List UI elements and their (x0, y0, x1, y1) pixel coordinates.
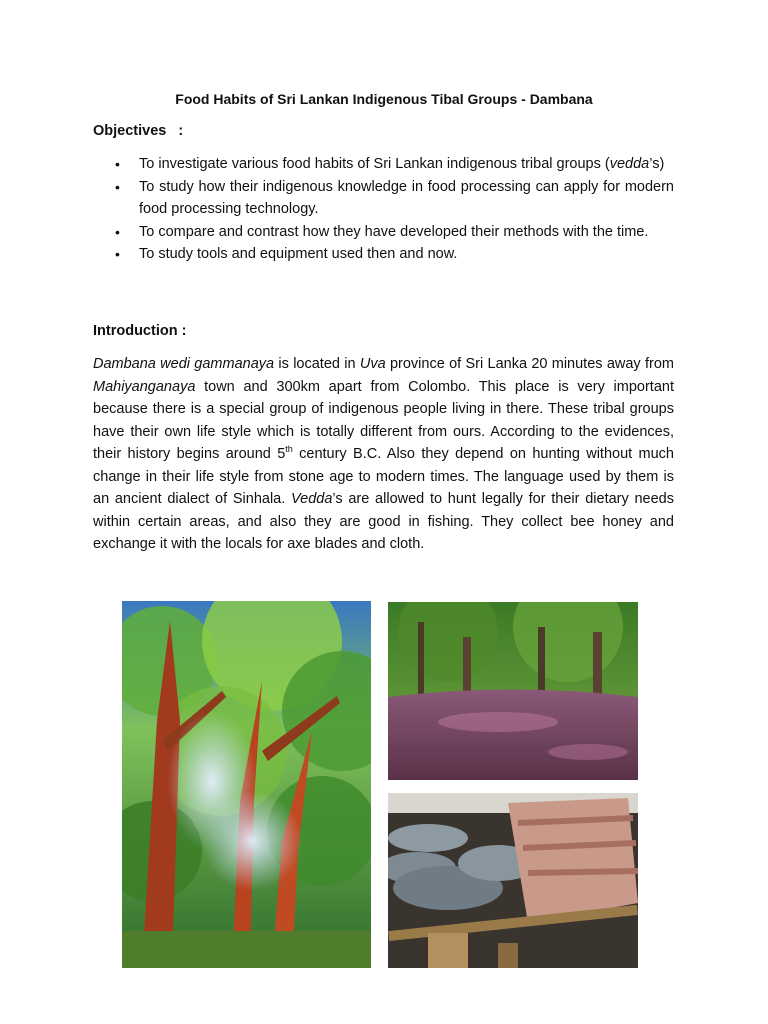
objective-item: • To compare and contrast how they have developed their methods with the time. (93, 221, 674, 244)
forest-floor-photo (388, 602, 638, 780)
forest-smoke-photo (122, 601, 371, 968)
objective-item: • To investigate various food habits of Sri Lankan indigenous tribal groups (vedda’s) (93, 153, 674, 176)
document-title: Food Habits of Sri Lankan Indigenous Tibal Groups - Dambana (175, 91, 593, 107)
objectives-heading: Objectives : (93, 123, 184, 139)
objectives-list (93, 153, 674, 266)
introduction-paragraph: Dambana wedi gammanaya is located in Uva province of Sri Lanka 20 minutes away from Mahiyanganaya town and 300km apart from Colombo. This place is very important because there is a special group of indigenous people living in there. These tribal groups have their own life style which is totally different from ours. According to the evidences, their history begins around 5th century B.C. Also they depend on hunting without much change in their life style from stone age to modern times. The language used by them is an ancient dialect of Sinhala. Vedda’s are allowed to hunt legally for their dietary needs within certain areas, and also they are good in fishing. They collect bee honey and exchange it with the locals for axe blades and cloth. (93, 356, 674, 552)
introduction-heading: Introduction : (93, 323, 187, 339)
bullet-icon: • (115, 223, 120, 240)
objective-item: • To study tools and equipment used then and now. (93, 243, 674, 266)
bullet-icon: • (115, 246, 120, 262)
bullet-icon: • (115, 156, 120, 172)
bullet-icon: • (115, 178, 120, 195)
objective-item: • To study how their indigenous knowledge in food processing can apply for modern food processing technology. (93, 176, 674, 221)
fish-meat-photo (388, 793, 638, 968)
